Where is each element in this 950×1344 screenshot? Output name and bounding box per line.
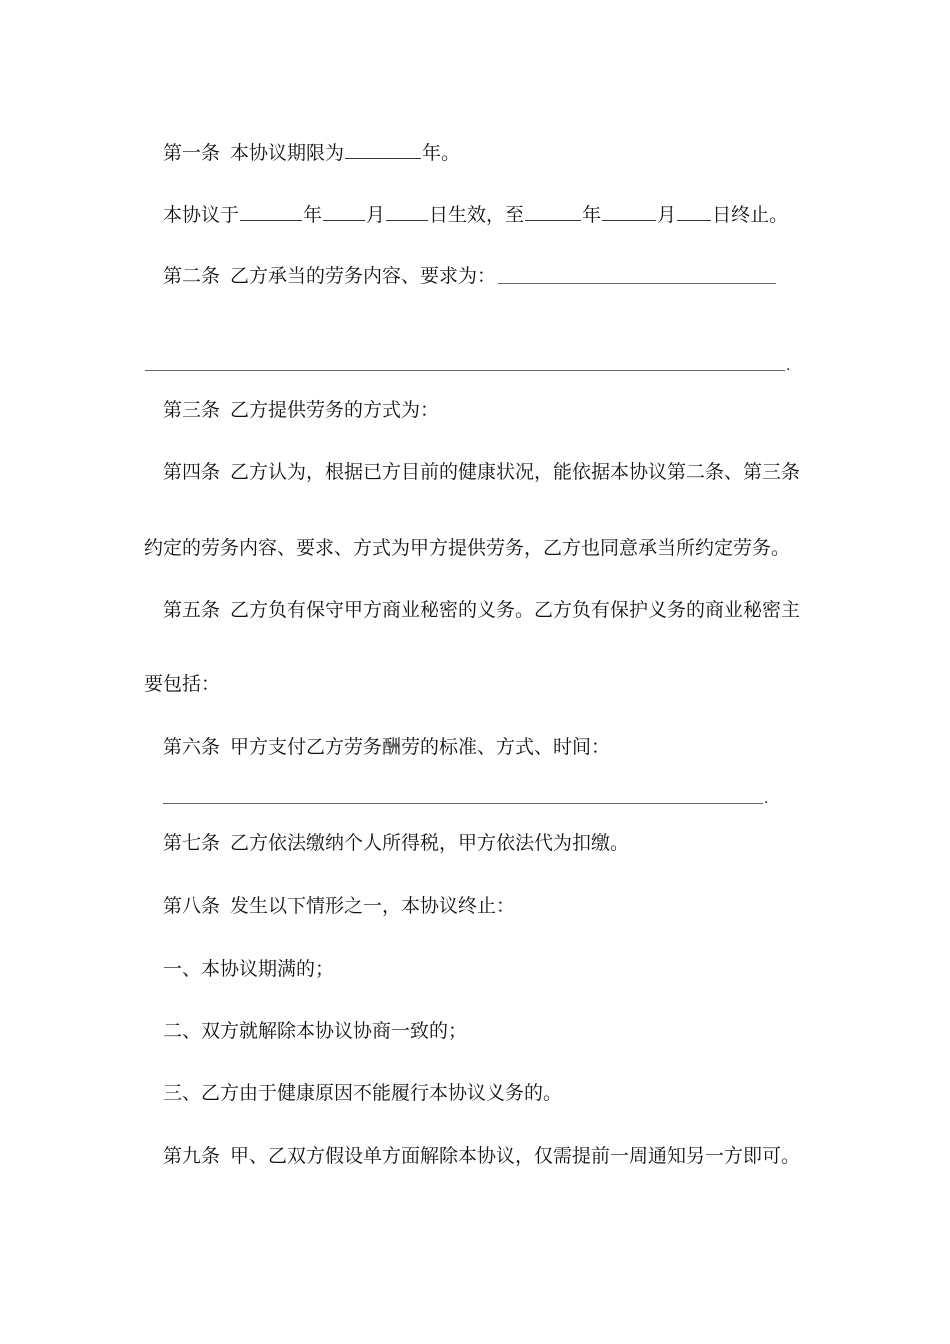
article-6-blank-line[interactable] (163, 803, 763, 804)
article-1-text-before: 本协议期限为 (230, 142, 345, 164)
term-years-blank[interactable] (345, 139, 421, 159)
article-2-blank-line-1[interactable] (498, 283, 776, 284)
article-6-heading: 第六条 (163, 736, 221, 758)
article-8-line (163, 894, 515, 918)
article-8-heading: 第八条 (163, 895, 221, 917)
article-6-line (163, 735, 610, 759)
article-8-text: 发生以下情形之一，本协议终止： (230, 895, 516, 917)
article-3-line (163, 398, 439, 422)
article-6-text: 甲方支付乙方劳务酬劳的标准、方式、时间： (230, 736, 611, 758)
effective-text-5: 年 (582, 204, 602, 226)
article-4-line-1 (163, 460, 800, 484)
article-4-heading: 第四条 (163, 461, 221, 483)
end-day-blank[interactable] (677, 201, 711, 221)
article-4-text-1: 乙方认为，根据已方目前的健康状况，能依据本协议第二条、第三条 (230, 461, 801, 483)
article-1-text-after: 年。 (422, 142, 461, 164)
termination-item-2: 二、双方就解除本协议协商一致的； (163, 1020, 468, 1042)
article-2-period: . (786, 358, 791, 374)
effective-text-4: 日生效，至 (429, 204, 525, 226)
article-5-line-2: 要包括： (144, 673, 221, 695)
article-5-heading: 第五条 (163, 599, 221, 621)
effective-text-7: 日终止。 (712, 204, 789, 226)
article-9-line (163, 1144, 800, 1168)
article-3-heading: 第三条 (163, 399, 221, 421)
article-7-line (163, 831, 629, 855)
article-5-text-1: 乙方负有保守甲方商业秘密的义务。乙方负有保护义务的商业秘密主 (230, 599, 801, 621)
article-2-heading: 第二条 (163, 265, 221, 287)
effective-text-1: 本协议于 (163, 204, 240, 226)
article-1-heading: 第一条 (163, 142, 221, 164)
article-2-line (163, 264, 496, 288)
article-1-line (163, 139, 460, 163)
start-year-blank[interactable] (240, 201, 302, 221)
article-2-text: 乙方承当的劳务内容、要求为： (230, 265, 497, 287)
effective-text-2: 年 (303, 204, 323, 226)
termination-item-1: 一、本协议期满的； (163, 958, 335, 980)
effective-dates-line (163, 201, 788, 225)
effective-text-3: 月 (366, 204, 386, 226)
end-month-blank[interactable] (602, 201, 656, 221)
article-2-blank-line-2[interactable] (145, 370, 785, 371)
article-5-line-1 (163, 598, 800, 622)
effective-text-6: 月 (657, 204, 677, 226)
end-year-blank[interactable] (525, 201, 581, 221)
article-7-text: 乙方依法缴纳个人所得税，甲方依法代为扣缴。 (230, 832, 630, 854)
article-4-line-2: 约定的劳务内容、要求、方式为甲方提供劳务，乙方也同意承当所约定劳务。 (144, 537, 791, 559)
article-7-heading: 第七条 (163, 832, 221, 854)
start-day-blank[interactable] (386, 201, 428, 221)
article-3-text: 乙方提供劳务的方式为： (230, 399, 440, 421)
start-month-blank[interactable] (323, 201, 365, 221)
article-6-period: . (764, 791, 769, 807)
article-9-text: 甲、乙双方假设单方面解除本协议，仅需提前一周通知另一方即可。 (230, 1145, 801, 1167)
termination-item-3: 三、乙方由于健康原因不能履行本协议义务的。 (163, 1082, 563, 1104)
article-9-heading: 第九条 (163, 1145, 221, 1167)
